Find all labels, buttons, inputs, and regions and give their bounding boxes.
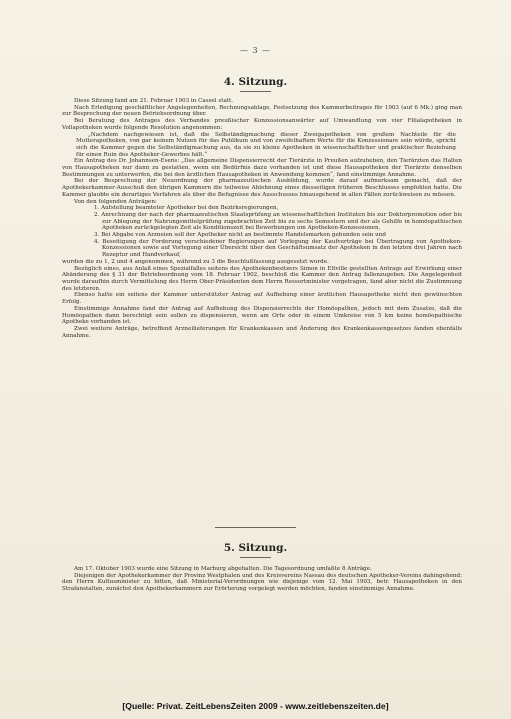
page-number: — 3 — (239, 46, 272, 55)
motion-list (62, 205, 462, 259)
paragraph: Bezüglich eines, aus Anlaß eines Spezialfalles seitens des Apothekenbesitzers Simon in Eltville gestellten Antrags auf Erwirkung einer Abänderung des § 31 der Betriebsordnung vom 18. Februar 1902, beschloß die Kammer den Antrag fallenzugeben. Die Angelegenheit wurde daraufhin durch Vermittelung des Herrn Ober-Präsidenten dem Herrn Ressortminister vorgetragen, fand aber nicht die Zustimmung des letzteren. (62, 265, 462, 292)
list-item: 3. Bei Abgabe von Arzneien soll der Apotheker nicht an bestimmte Handelsmarken gebunden sein und (94, 232, 386, 239)
list-item: 4. Beseitigung der Forderung verschiedener Regierungen auf Vorlegung der Kaufverträge bei Übertragung von Apotheken-Konzessionen sowie auf Vorlegung einer Übersicht über den Geschäftsumsatz der Apotheken in den letzten drei Jahren nach Rezeptur und Handverkauf, (94, 238, 462, 259)
section-5-title: 5. Sitzung. (223, 542, 288, 554)
section-4-body (62, 98, 462, 339)
list-item: 1. Aufstellung beamteter Apotheker bei den Bezirksregierungen, (94, 205, 279, 212)
section-4-underline (240, 91, 271, 92)
section-divider (215, 527, 296, 528)
source-footer: [Quelle: Privat. ZeitLebensZeiten 2009 - www.zeitlebenszeiten.de] (122, 701, 389, 711)
list-item: 2. Anrechnung der nach der pharmazeutischen Staatsprüfung an wissenschaftlichen Instituten bis zur Doktorpromotion oder bis zur Ablegung der Nahrungsmittelprüfung zugebrachten Zeit bis zu sechs Semestern und der als Gehilfe in homöopathischen Apotheken zurückgelegten Zeit als Konditionszeit bei Bewerbungen um Apotheken-Konzessionen, (94, 211, 462, 232)
paragraph: Ebenso hatte ein seitens der Kammer unterstützter Antrag auf Aufhebung einer ärztlichen Hausapotheke nicht den gewünschten Erfolg. (62, 292, 462, 306)
paragraph: wurden die zu 1, 2 und 4 angenommen, während zu 3 die Beschlußfassung ausgesetzt wurde. (62, 258, 329, 265)
paragraph: Am 17. Oktober 1903 wurde eine Sitzung in Marburg abgehalten. Die Tagesordnung umfaßte 8 Anträge. (74, 566, 372, 572)
paragraph: Von den folgenden Anträgen: (74, 198, 157, 205)
paragraph: Bei der Besprechung der Neuordnung der pharmazeutischen Ausbildung, wurde darauf aufmerksam gemacht, daß der Apothekerkammer-Ausschuß den übrigen Kammern die teilweise Ablehnung eines diesseitigen früheren Beschlusses empfohlen hatte. Die Kammer glaubte ein derartiges Verfahren als über die Befugnisse des Ausschusses hinausgehend in allen Fällen zurückweisen zu müssen. (62, 178, 462, 198)
section-5-underline (240, 557, 271, 558)
section-4-title: 4. Sitzung. (223, 76, 288, 88)
paragraph: Diejenigen der Apothekerkammer der Provinz Westphalen und des Kreisvereins Nassau des deutschen Apotheker-Vereins dahingehend: den Herrn Kultusminister zu bitten, daß Ministerial-Verordnungen wie diejenige vom 12. Mai 1903, betr. Hausapotheken in den Strafanstalten, zunächst den Apothekerkammern zur Erörterung vorgelegt werden möchten, fanden einstimmige Annahme. (62, 572, 462, 593)
paragraph: Ein Antrag des Dr. Johannsen-Esens: „Das allgemeine Dispensierrecht der Tierärzte in Preußen aufzuheben, den Tierärzten das Halten von Hausapotheken nur dann zu gestatten, wenn ein Bedürfnis dazu vorhanden ist und diese Hausapotheken der Tierärzte denselben Bestimmungen zu unterwerfen, die bei den ärztlichen Hausapotheken in Anwendung kommen“, fand einstimmige Annahme. (62, 158, 462, 178)
paragraph: Bei Beratung des Antrages des Verbandes preußischer Konzessionsanwärter auf Umwandlung von vier Filialapotheken in Vollapotheken wurde folgende Resolution angenommen: (62, 118, 462, 131)
paragraph: Einstimmige Annahme fand der Antrag auf Aufhebung des Dispensierrechts der Homöopathen, jedoch mit dem Zusatze, daß die Homöopathen dann berechtigt sein sollen zu dispensieren, wenn am Orte oder in einem Umkreise von 5 km keine homöopathische Apotheke vorhanden ist. (62, 305, 462, 326)
quote-paragraph: „Nachdem nachgewiesen ist, daß die Selbständigmachung dieser Zweigapotheken von großem Nachteile für die Mutterapotheken, von gar keinem Nutzen für das Publikum und von zweifelhaftem Werte für die Konzessionare sein würde, spricht sich die Kammer gegen die Selbständigmachung aus, da sie zu kleine Apotheken in wissenschaftlicher und praktischer Beziehung für einen Ruin des Apotheker-Gewerbes hält.“ (76, 131, 456, 158)
paragraph: Nach Erledigung geschäftlicher Angelegenheiten, Rechnungsablage, Festsetzung des Kammerbeitrages für 1903 (auf 6 Mk.) ging man zur Besprechung der neuen Betriebsordnung über. (62, 104, 462, 118)
paragraph: Diese Sitzung fand am 21. Februar 1903 in Cassel statt. (74, 98, 234, 104)
paragraph: Zwei weitere Anträge, betreffend Arzneilieferungen für Krankenkassen und Änderung des Krankenkassengesetzes fanden ebenfalls Annahme. (62, 325, 462, 339)
section-5-body (62, 566, 462, 593)
